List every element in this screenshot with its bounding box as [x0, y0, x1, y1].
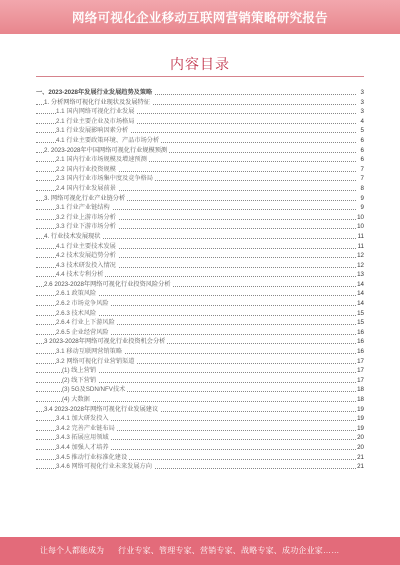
toc-entry[interactable] — [36, 184, 364, 194]
toc-entry-text: 1. 分析网络可视化行业现状及发展特征 — [44, 98, 150, 106]
toc-entry-text: 2.6 2023-2028年网络可视化行业投资风险分析 — [44, 280, 171, 288]
toc-page-number: 9 — [356, 194, 364, 204]
toc-entry-text: 4.2 技术发展趋势分析 — [56, 252, 116, 260]
toc-entry-text: 2.1 国内行业市场规模及增速预测 — [56, 156, 147, 164]
toc-entry-text: 4.4 技术专利分析 — [56, 271, 104, 279]
toc-entry[interactable] — [36, 309, 364, 319]
toc-page-number: 20 — [357, 434, 364, 442]
toc-page-number: 3 — [356, 98, 364, 108]
toc-entry[interactable] — [36, 165, 364, 175]
toc-entry[interactable] — [36, 414, 364, 424]
toc-entry-text: 4.1 行业主要技术发展 — [56, 242, 116, 250]
toc-page-number: 18 — [357, 386, 364, 394]
toc-page-number: 11 — [357, 232, 364, 240]
toc-entry[interactable] — [36, 357, 364, 367]
toc-entry[interactable] — [36, 155, 364, 165]
toc-entry-text: 3 2023-2028年网络可视化行业投资机会分析 — [44, 338, 166, 346]
toc-entry[interactable] — [36, 261, 364, 271]
toc-entry-text: (4) 大数据 — [62, 396, 90, 403]
toc-entry-text: 3.4.2 完善产业链布局 — [56, 424, 115, 432]
toc-page-number: 17 — [357, 367, 364, 375]
toc-entry[interactable] — [36, 126, 364, 136]
toc-entry[interactable] — [36, 242, 364, 252]
toc-entry-text: 4.3 技术研发投入情况 — [56, 261, 116, 269]
toc-entry[interactable] — [36, 299, 364, 309]
toc-page-number: 19 — [357, 424, 364, 432]
toc-page-number: 18 — [357, 396, 364, 403]
toc-entry[interactable] — [36, 107, 364, 117]
toc-entry[interactable] — [36, 376, 364, 386]
toc-entry[interactable] — [36, 213, 364, 223]
toc-entry-text: (3) 5G及SDN/NFV技术 — [62, 386, 126, 394]
toc-entry[interactable] — [36, 443, 364, 453]
toc-entry-text: 3.2 行业上游市场分析 — [56, 213, 116, 221]
toc-page-number: 10 — [357, 223, 364, 231]
toc-page-number: 15 — [357, 309, 364, 317]
toc-entry-text: 2.6.5 企业经营风险 — [56, 328, 109, 336]
toc-page-number: 6 — [356, 155, 364, 165]
toc-entry[interactable] — [36, 270, 364, 280]
toc-page-number: 3 — [356, 88, 364, 98]
toc-page-number: 20 — [357, 443, 364, 451]
toc-entry-text: 3.1 行业发展影响因素分析 — [56, 127, 129, 135]
header-banner — [0, 0, 400, 34]
toc-entry[interactable] — [36, 117, 364, 127]
footer-expert-list: 行业专家、管理专家、营销专家、战略专家、成功企业家…… — [118, 546, 340, 555]
toc-entry-text: 4. 行业技术发展现状 — [44, 232, 101, 240]
toc-page-number: 7 — [356, 165, 364, 175]
toc-entry[interactable] — [36, 424, 364, 434]
toc-entry[interactable] — [36, 405, 364, 415]
toc-entry[interactable] — [36, 289, 364, 299]
toc-entry-text: 3.3 行业下游市场分析 — [56, 223, 116, 231]
toc-entry-text: 2.6.4 行业上下游风险 — [56, 319, 115, 327]
toc-entry-text: 2. 2023-2028年中国网络可视化行业规模预测 — [44, 146, 168, 154]
toc-page-number: 17 — [357, 376, 364, 384]
toc-page-number: 16 — [357, 328, 364, 336]
footer-slogan: 让每个人都能成为 — [40, 546, 104, 555]
toc-page-number: 14 — [357, 290, 364, 298]
toc-page-number: 13 — [357, 271, 364, 279]
toc-page-number: 19 — [357, 415, 364, 423]
toc-entry[interactable] — [36, 232, 364, 242]
toc-entry[interactable] — [36, 318, 364, 328]
toc-entry[interactable] — [36, 174, 364, 184]
toc-entry[interactable] — [36, 395, 364, 405]
toc-entry[interactable] — [36, 453, 364, 463]
report-title: 网络可视化企业移动互联网营销策略研究报告 — [71, 11, 328, 25]
toc-entry-text: 2.3 国内行业市场集中度及竞争格局 — [56, 175, 153, 183]
toc-entry[interactable] — [36, 136, 364, 146]
toc-entry[interactable] — [36, 98, 364, 108]
toc-entry-text: 3.2 网络可视化行业营销渠道 — [56, 357, 135, 365]
toc-entry-text: 3.4.4 加强人才培养 — [56, 443, 109, 451]
toc-entry-text: (2) 线下营销 — [62, 376, 97, 384]
toc-page-number: 11 — [357, 242, 364, 250]
toc-page-number: 12 — [357, 261, 364, 269]
toc-page-number: 5 — [356, 126, 364, 136]
toc-page-number: 10 — [357, 213, 364, 221]
toc-page-number: 8 — [356, 184, 364, 194]
toc-page-number: 16 — [357, 338, 364, 346]
heading-divider — [36, 76, 364, 77]
table-of-contents — [36, 88, 364, 472]
toc-entry[interactable] — [36, 194, 364, 204]
toc-page-number: 6 — [356, 136, 364, 146]
toc-entry-text: 2.1 行业主要企业及市场格局 — [56, 117, 135, 125]
toc-entry[interactable] — [36, 347, 364, 357]
toc-entry-text: 4.1 行业主要政策环境、产品市场分析 — [56, 136, 160, 144]
toc-entry[interactable] — [36, 366, 364, 376]
toc-page-number: 14 — [357, 280, 364, 288]
toc-entry[interactable] — [36, 385, 364, 395]
toc-entry[interactable] — [36, 203, 364, 213]
toc-entry[interactable] — [36, 337, 364, 347]
toc-heading: 内容目录 — [170, 56, 230, 72]
toc-entry[interactable] — [36, 328, 364, 338]
toc-page-number: 21 — [357, 463, 364, 471]
toc-entry-text: 3.4.1 加大研发投入 — [56, 415, 109, 423]
toc-entry[interactable] — [36, 251, 364, 261]
toc-entry-text: (1) 线上营销 — [62, 367, 97, 375]
toc-page-number: 3 — [356, 107, 364, 117]
toc-entry-text: 2.2 国内行业投资规模 — [56, 165, 116, 173]
toc-entry-text: 2.6.1 政策风险 — [56, 290, 97, 298]
toc-page-number: 6 — [356, 146, 364, 156]
toc-page-number: 21 — [357, 453, 364, 461]
toc-entry[interactable] — [36, 88, 364, 98]
toc-page-number: 19 — [357, 405, 364, 413]
toc-entry-text: 一、2023-2028年发展行业发展趋势及策略 — [36, 89, 153, 96]
toc-entry[interactable] — [36, 433, 364, 443]
toc-entry-text: 3.4 2023-2028年网络可视化行业发展建议 — [44, 405, 159, 413]
footer-banner — [0, 537, 400, 565]
toc-entry-text: 3.1 行业产业链结构 — [56, 204, 110, 212]
toc-entry[interactable] — [36, 462, 364, 472]
toc-entry-text: 2.6.3 技术风险 — [56, 309, 97, 317]
toc-page-number: 14 — [357, 300, 364, 308]
toc-entry-text: 2.6.2 市场竞争风险 — [56, 300, 109, 308]
toc-entry-text: 3.4.3 拓展应用领域 — [56, 434, 109, 442]
toc-entry[interactable] — [36, 222, 364, 232]
toc-entry-text: 3. 网络可视化行业产业链分析 — [44, 194, 126, 202]
toc-page-number: 16 — [357, 348, 364, 356]
toc-entry[interactable] — [36, 280, 364, 290]
toc-page-number: 12 — [357, 252, 364, 260]
toc-page-number: 17 — [357, 357, 364, 365]
toc-page-number: 4 — [356, 117, 364, 127]
toc-entry-text: 3.4.6 网络可视化行业未来发展方向 — [56, 463, 152, 471]
toc-entry-text: 3.4.5 推动行业标准化建设 — [56, 453, 128, 461]
toc-page-number: 15 — [357, 319, 364, 327]
toc-entry-text: 3.1 移动互联网营销策略 — [56, 348, 123, 356]
toc-entry[interactable] — [36, 146, 364, 156]
toc-entry-text: 1.1 国内网络可视化行业发展 — [56, 108, 135, 116]
toc-entry-text: 2.4 国内行业发展前景 — [56, 184, 116, 192]
toc-page-number: 9 — [356, 203, 364, 213]
toc-page-number: 7 — [356, 174, 364, 184]
